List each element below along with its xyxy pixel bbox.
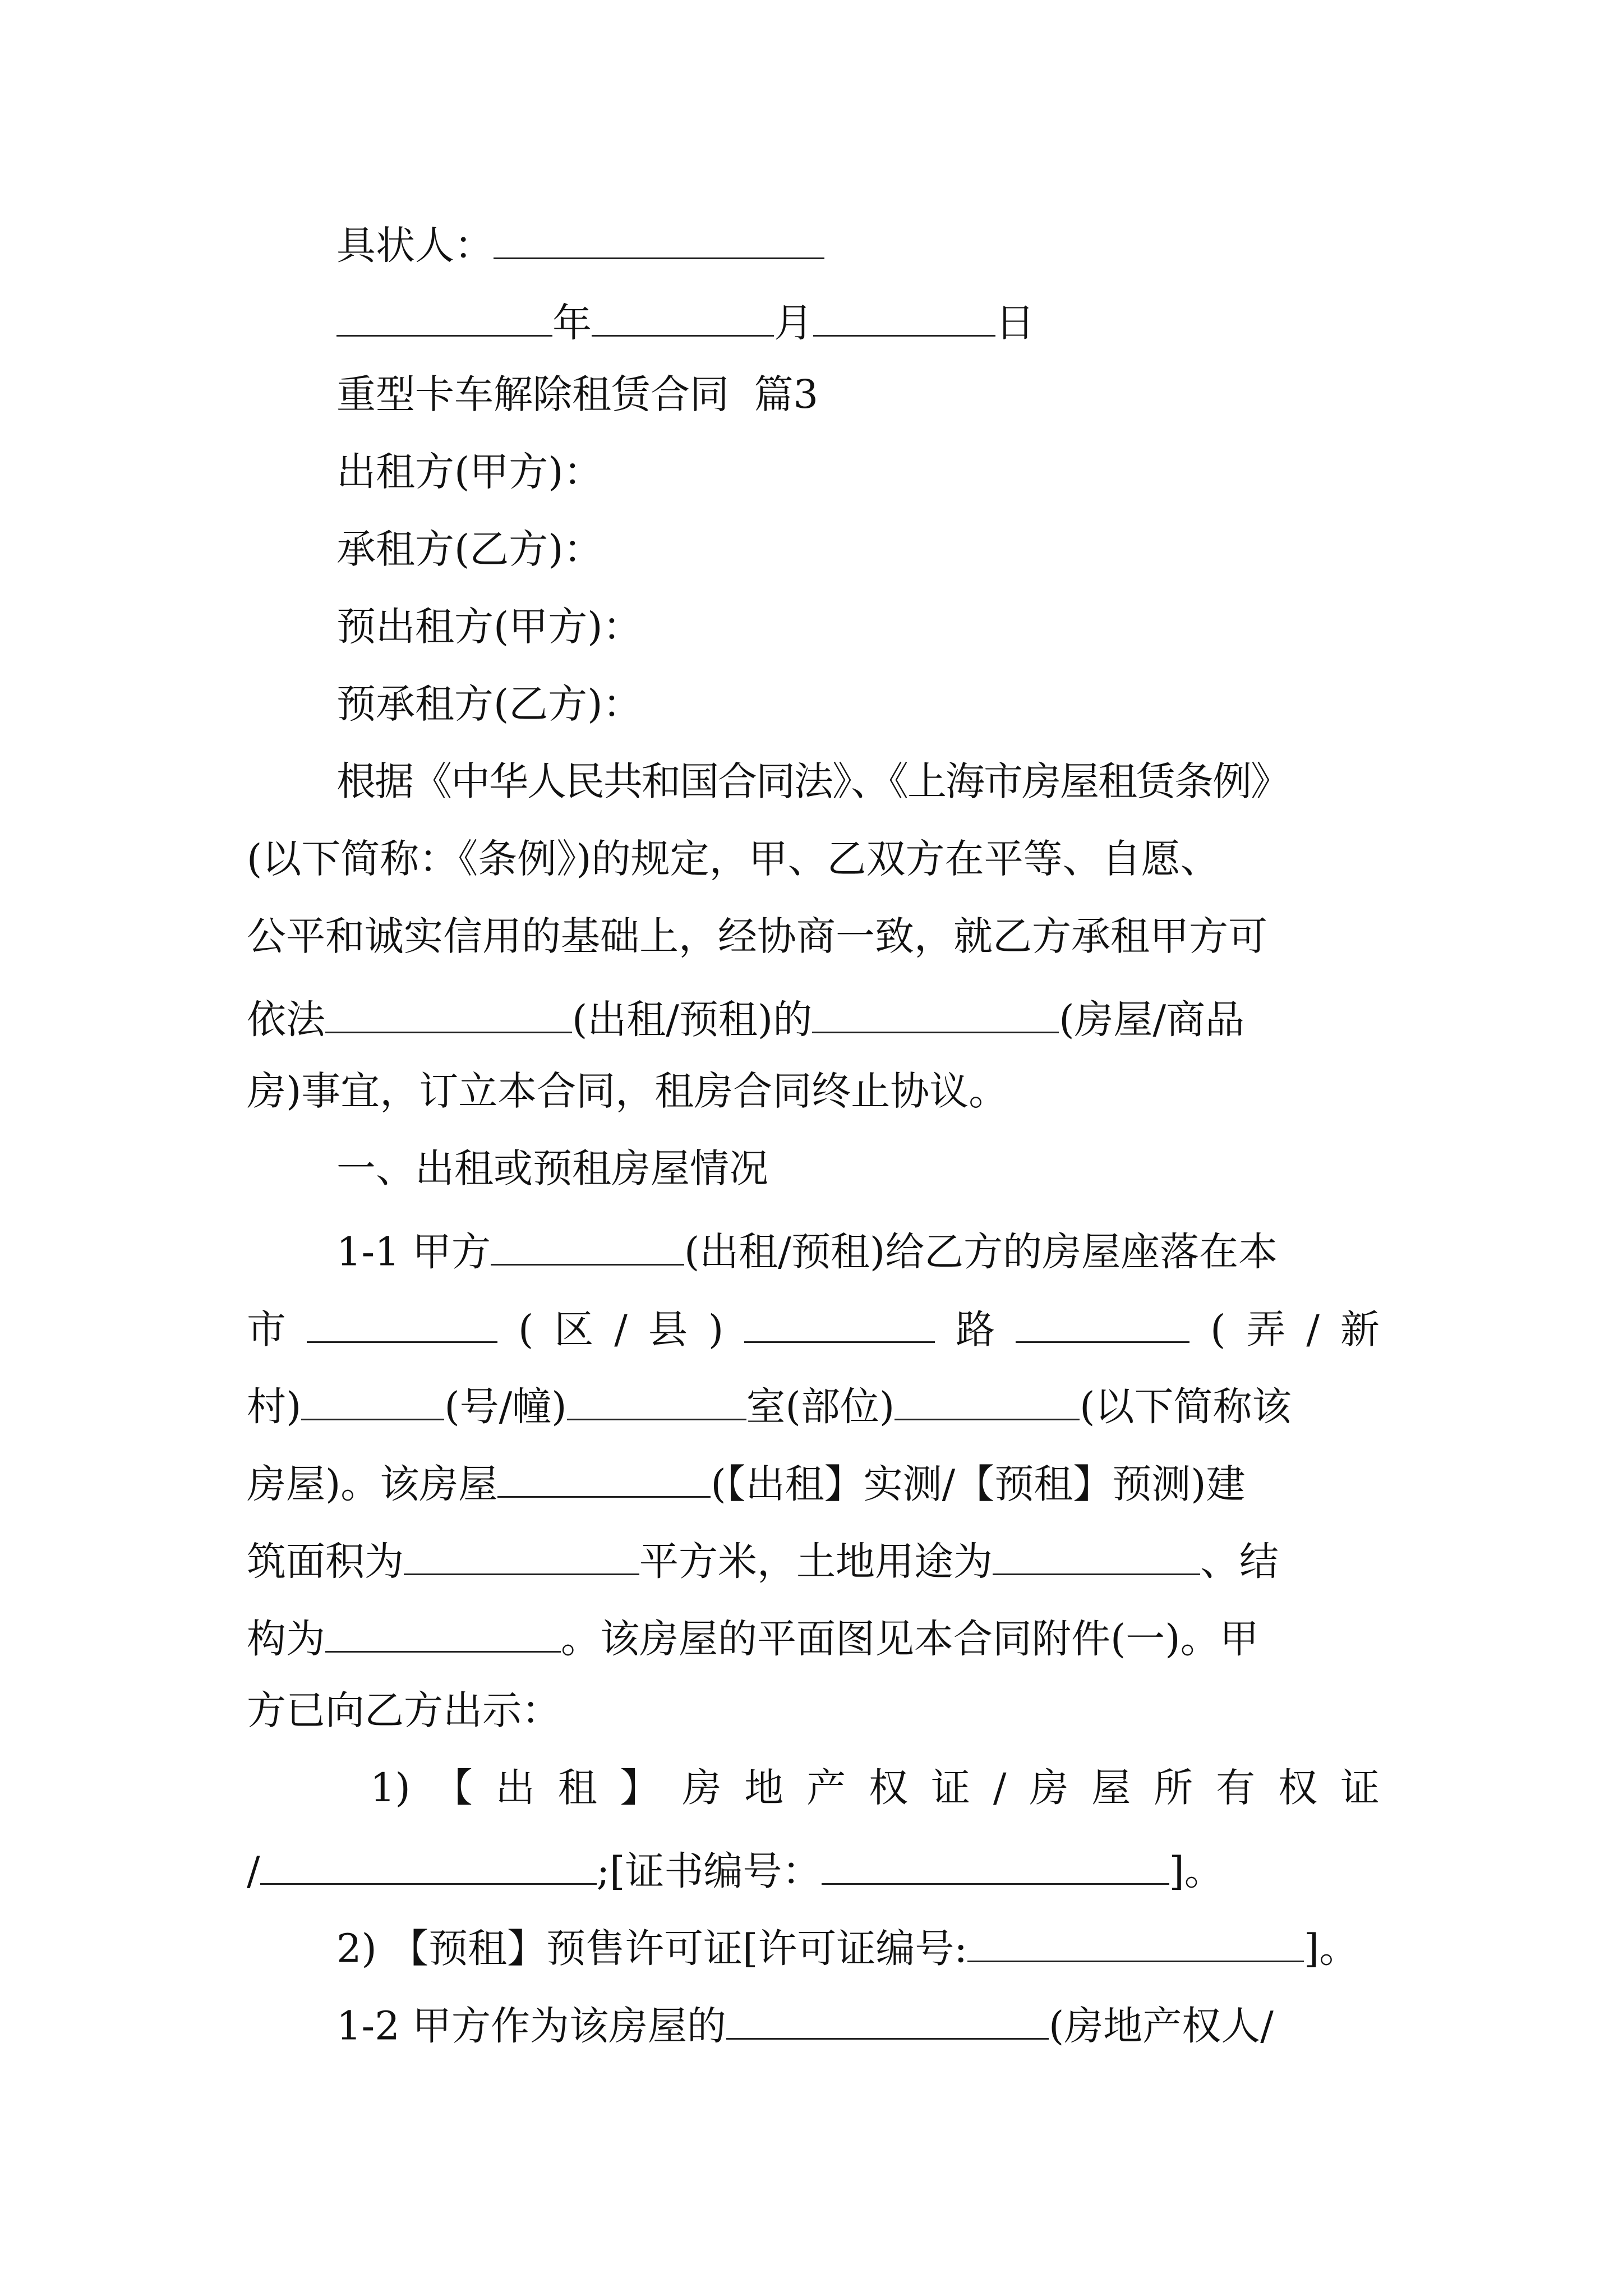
clause-text: 筑面积为 xyxy=(247,1538,404,1585)
item-text: 证 xyxy=(931,1765,971,1811)
clause-text: (号/幢) xyxy=(444,1383,567,1430)
item-text: 权 xyxy=(1278,1765,1318,1811)
room-blank xyxy=(567,1381,746,1420)
item-text: 权 xyxy=(869,1765,909,1811)
measure-blank xyxy=(497,1458,711,1498)
clause-text: 房屋)。该房屋 xyxy=(247,1461,498,1507)
property-type-blank xyxy=(812,994,1059,1033)
clause-text: 1-2 甲方作为该房屋的 xyxy=(336,2003,726,2049)
item-text: 地 xyxy=(744,1765,784,1811)
clause-text: 村) xyxy=(247,1383,302,1430)
clause-1-1-line-3 xyxy=(247,1381,1292,1430)
party-lessee: 承租方(乙方)： xyxy=(336,526,603,572)
item-text: 房 xyxy=(1029,1765,1069,1811)
intro-text: 依法 xyxy=(247,996,325,1043)
item-text: ]。 xyxy=(1169,1848,1224,1894)
structure-blank xyxy=(325,1613,561,1653)
date-line xyxy=(336,297,1035,346)
item-1-line-1 xyxy=(370,1765,1380,1811)
lane-blank xyxy=(1016,1304,1189,1343)
clause-1-1-line-6 xyxy=(247,1613,1259,1662)
signer-label: 具状人： xyxy=(336,222,494,269)
clause-text: ( xyxy=(518,1306,534,1352)
land-use-blank xyxy=(993,1536,1200,1575)
clause-text: (出租/预租)给乙方的房屋座落在本 xyxy=(684,1228,1278,1275)
clause-text: 构为 xyxy=(247,1616,325,1662)
certificate-type-blank xyxy=(260,1846,597,1885)
month-label: 月 xyxy=(774,300,813,346)
item-text: 【 xyxy=(433,1765,473,1811)
clause-1-2-line xyxy=(336,2000,1274,2049)
clause-1-1-line-1 xyxy=(336,1226,1278,1275)
intro-line-2: (以下简称：《条例》)的规定，甲、乙双方在平等、自愿、 xyxy=(247,836,1220,882)
clause-text: 县 xyxy=(648,1306,688,1352)
clause-text: 室(部位) xyxy=(746,1383,895,1430)
item-text: ]。 xyxy=(1304,1925,1359,1972)
clause-text: / xyxy=(1306,1306,1320,1352)
item-text: 产 xyxy=(806,1765,846,1811)
party-pre-lessee: 预承租方(乙方)： xyxy=(336,681,642,727)
district-blank xyxy=(307,1304,497,1343)
day-blank xyxy=(813,297,995,337)
clause-text: 、结 xyxy=(1200,1538,1279,1585)
clause-1-1-line-2 xyxy=(247,1304,1380,1352)
clause-text: 市 xyxy=(247,1306,286,1352)
item-text: 租 xyxy=(557,1765,597,1811)
intro-line-4 xyxy=(247,994,1245,1043)
clause-text: ( xyxy=(1210,1306,1226,1352)
section-title: 重型卡车解除租赁合同 篇3 xyxy=(336,371,819,417)
item-text: ;[证书编号： xyxy=(596,1848,822,1894)
item-text: 所 xyxy=(1154,1765,1193,1811)
clause-text: (以下简称该 xyxy=(1080,1383,1292,1430)
clause-text: 平方米，土地用途为 xyxy=(639,1538,993,1585)
year-label: 年 xyxy=(552,300,592,346)
item-2-line xyxy=(336,1923,1359,1972)
item-text: 有 xyxy=(1216,1765,1256,1811)
clause-text: 新 xyxy=(1340,1306,1380,1352)
clause-text: (【出租】实测/【预租】预测)建 xyxy=(711,1461,1246,1507)
item-text: 】 xyxy=(620,1765,660,1811)
clause-1-1-line-4 xyxy=(247,1458,1246,1507)
party-pre-lessor: 预出租方(甲方)： xyxy=(336,604,642,650)
clause-1-1-line-7: 方已向乙方出示： xyxy=(247,1687,561,1733)
lease-type-blank xyxy=(325,994,572,1033)
intro-line-3: 公平和诚实信用的基础上，经协商一致，就乙方承租甲方可 xyxy=(247,913,1267,959)
clause-text: ) xyxy=(708,1306,724,1352)
intro-text: (房屋/商品 xyxy=(1059,996,1245,1043)
party-lessor: 出租方(甲方)： xyxy=(336,449,603,495)
intro-line-5: 房)事宜，订立本合同，租房合同终止协议。 xyxy=(247,1068,1008,1114)
owner-role-blank xyxy=(726,2000,1049,2040)
area-blank xyxy=(404,1536,639,1575)
permit-number-blank xyxy=(967,1923,1304,1962)
signer-blank xyxy=(494,220,824,259)
clause-text: 区 xyxy=(554,1306,594,1352)
certificate-number-blank xyxy=(822,1846,1169,1885)
item-text: 屋 xyxy=(1091,1765,1131,1811)
month-blank xyxy=(592,297,774,337)
day-label: 日 xyxy=(995,300,1035,346)
road-blank xyxy=(744,1304,935,1343)
item-text: / xyxy=(993,1765,1007,1811)
item-1-line-2 xyxy=(247,1846,1224,1894)
heading-1: 一、出租或预租房屋情况 xyxy=(336,1145,768,1191)
clause-text: (房地产权人/ xyxy=(1048,2003,1274,2049)
signer-line xyxy=(336,220,824,269)
year-blank xyxy=(336,297,552,337)
item-text: 1) xyxy=(370,1765,411,1811)
item-text: 房 xyxy=(682,1765,722,1811)
building-no-blank xyxy=(301,1381,444,1420)
clause-1-1-line-5 xyxy=(247,1536,1279,1585)
clause-text: / xyxy=(614,1306,628,1352)
intro-line-1: 根据《中华人民共和国合同法》、《上海市房屋租赁条例》 xyxy=(336,758,1289,804)
clause-text: 弄 xyxy=(1246,1306,1286,1352)
item-text: 证 xyxy=(1340,1765,1380,1811)
intro-text: (出租/预租)的 xyxy=(572,996,813,1043)
item-text: / xyxy=(247,1848,260,1894)
part-blank xyxy=(895,1381,1080,1420)
clause-text: 路 xyxy=(956,1306,995,1352)
clause-text: 。该房屋的平面图见本合同附件(一)。甲 xyxy=(561,1616,1259,1662)
clause-text: 1-1 甲方 xyxy=(336,1228,491,1275)
item-text: 2) 【预租】预售许可证[许可证编号: xyxy=(336,1925,967,1972)
lease-type-blank xyxy=(491,1226,684,1266)
item-text: 出 xyxy=(495,1765,535,1811)
